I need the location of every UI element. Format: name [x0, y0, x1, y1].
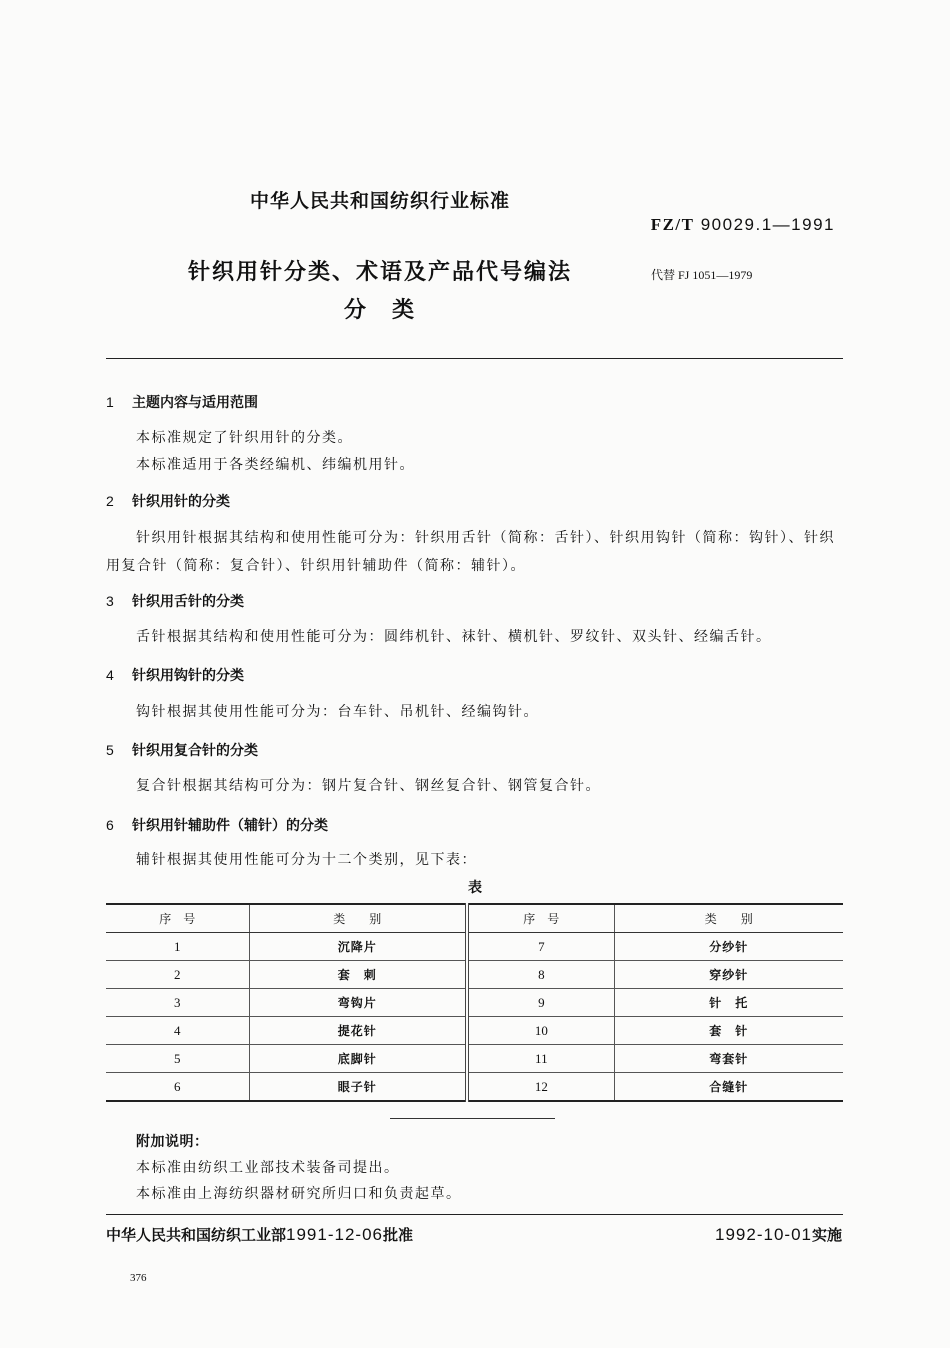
section-title: 针织用钩针的分类 — [132, 668, 244, 684]
table-cell-number: 5 — [106, 1045, 249, 1073]
section-6-paragraph: 辅针根据其使用性能可分为十二个类别，见下表： — [136, 852, 477, 868]
section-2-paragraph: 针织用针根据其结构和使用性能可分为：针织用舌针（简称：舌针）、针织用钩针（简称：钩针）、针织用复合针（简称：复合针）、针织用针辅助件（简称：辅针）。 — [106, 530, 835, 574]
table-cell-number: 12 — [467, 1073, 614, 1102]
standard-type-heading: 中华人民共和国纺织行业标准 — [249, 190, 510, 212]
table-cell-category: 弯套针 — [614, 1045, 843, 1073]
section-6-heading — [106, 815, 328, 835]
section-title: 针织用针的分类 — [132, 494, 230, 510]
table-cell-number: 4 — [106, 1017, 249, 1045]
table-header-row — [106, 904, 843, 933]
table-cell-number: 3 — [106, 989, 249, 1017]
section-title: 针织用复合针的分类 — [132, 743, 258, 759]
section-4-heading — [106, 665, 244, 685]
table-cell-number: 7 — [467, 933, 614, 961]
standard-code-prefix: FZ/T — [650, 215, 695, 234]
table-row — [106, 1045, 843, 1073]
table-row — [106, 933, 843, 961]
section-title: 主题内容与适用范围 — [132, 395, 258, 411]
section-2-heading — [106, 491, 230, 511]
table-cell-category: 弯钩片 — [249, 989, 467, 1017]
section-1-paragraph-1: 本标准规定了针织用针的分类。 — [136, 430, 353, 446]
approval-statement — [106, 1224, 413, 1245]
document-subtitle: 分 类 — [343, 298, 416, 323]
notes-line-1: 本标准由纺织工业部技术装备司提出。 — [136, 1160, 400, 1176]
section-number: 1 — [106, 394, 114, 410]
table-cell-category: 套 针 — [614, 1017, 843, 1045]
footer-divider — [106, 1214, 843, 1215]
approval-suffix: 批准 — [382, 1226, 413, 1244]
header-divider — [106, 358, 843, 359]
section-number: 2 — [106, 493, 114, 509]
section-title: 针织用舌针的分类 — [132, 594, 244, 610]
section-3-heading — [106, 591, 244, 611]
table-cell-number: 11 — [467, 1045, 614, 1073]
column-header-category: 类 别 — [614, 904, 843, 933]
effective-statement — [715, 1224, 842, 1245]
column-header-category: 类 别 — [249, 904, 467, 933]
table-cell-category: 穿纱针 — [614, 961, 843, 989]
document-title: 针织用针分类、术语及产品代号编法 — [187, 260, 572, 285]
section-5-heading — [106, 740, 258, 760]
notes-line-2: 本标准由上海纺织器材研究所归口和负责起草。 — [136, 1186, 462, 1202]
approval-org: 中华人民共和国纺织工业部 — [106, 1226, 287, 1244]
approval-date: 1991-12-06 — [286, 1225, 383, 1244]
section-number: 3 — [106, 593, 114, 609]
table-cell-number: 8 — [467, 961, 614, 989]
section-number: 5 — [106, 742, 114, 758]
table-cell-category: 针 托 — [614, 989, 843, 1017]
notes-heading: 附加说明： — [136, 1134, 209, 1150]
section-number: 6 — [106, 817, 114, 833]
table-cell-number: 9 — [467, 989, 614, 1017]
section-number: 4 — [106, 667, 114, 683]
table-cell-category: 眼子针 — [249, 1073, 467, 1102]
section-1-paragraph-2: 本标准适用于各类经编机、纬编机用针。 — [136, 457, 415, 473]
replaces-standard: 代替 FJ 1051—1979 — [651, 268, 753, 282]
notes-divider — [390, 1118, 555, 1119]
table-row — [106, 1073, 843, 1102]
column-header-number: 序 号 — [467, 904, 614, 933]
table-cell-number: 6 — [106, 1073, 249, 1102]
page-number: 376 — [130, 1272, 147, 1284]
section-title: 针织用针辅助件（辅针）的分类 — [132, 818, 328, 834]
section-5-paragraph: 复合针根据其结构可分为：钢片复合针、钢丝复合针、钢管复合针。 — [136, 778, 601, 794]
table-row — [106, 1017, 843, 1045]
standard-code — [651, 215, 835, 235]
section-1-heading — [106, 392, 258, 412]
table-cell-category: 沉降片 — [249, 933, 467, 961]
table-cell-category: 分纱针 — [614, 933, 843, 961]
table-cell-number: 10 — [467, 1017, 614, 1045]
column-header-number: 序 号 — [106, 904, 249, 933]
table-cell-category: 底脚针 — [249, 1045, 467, 1073]
table-cell-number: 2 — [106, 961, 249, 989]
table-cell-category: 提花针 — [249, 1017, 467, 1045]
section-3-paragraph: 舌针根据其结构和使用性能可分为：圆纬机针、袜针、横机针、罗纹针、双头针、经编舌针。 — [136, 629, 772, 645]
section-4-paragraph: 钩针根据其使用性能可分为：台车针、吊机针、经编钩针。 — [136, 704, 539, 720]
table-row — [106, 989, 843, 1017]
effective-suffix: 实施 — [811, 1226, 842, 1244]
effective-date: 1992-10-01 — [715, 1225, 812, 1244]
table-row — [106, 961, 843, 989]
table-cell-category: 套 刺 — [249, 961, 467, 989]
standard-code-number: 90029.1—1991 — [700, 215, 835, 234]
table-cell-category: 合缝针 — [614, 1073, 843, 1102]
table-caption: 表 — [468, 880, 482, 896]
table-cell-number: 1 — [106, 933, 249, 961]
auxiliary-needle-table — [106, 903, 843, 1102]
